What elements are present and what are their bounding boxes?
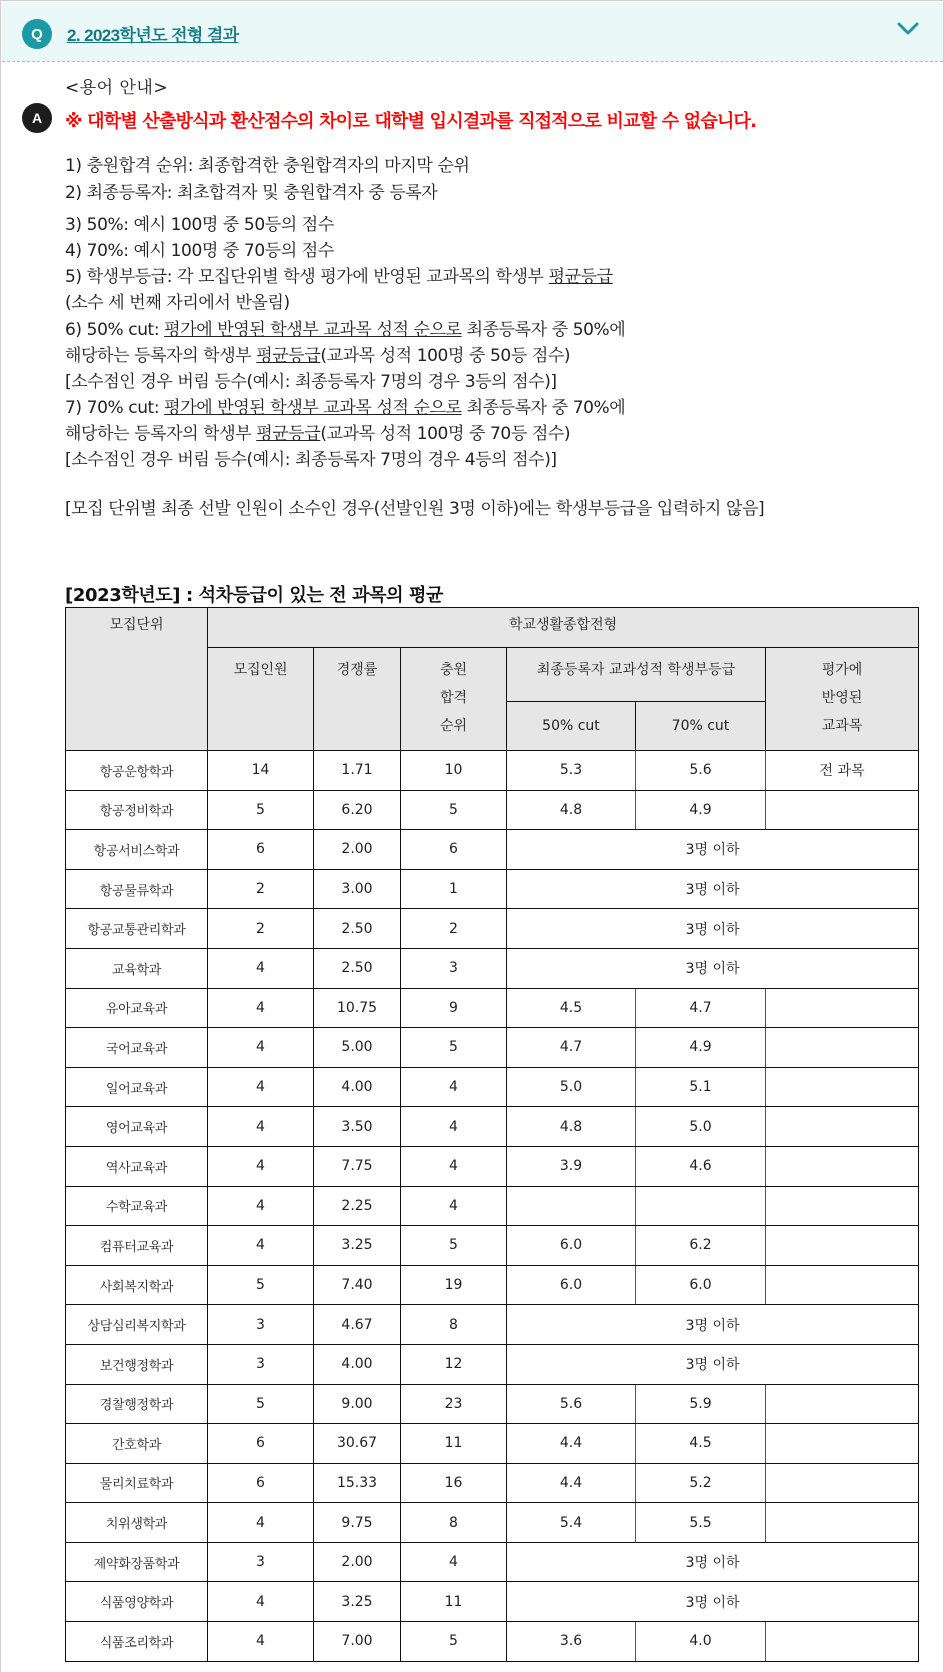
definition-6-line3: [소수점인 경우 버림 등수(예시: 최종등록자 7명의 경우 3등의 점수)] — [65, 372, 557, 392]
cell-quota: 4 — [208, 1622, 314, 1662]
cell-quota: 5 — [208, 1265, 314, 1305]
header-subjects-line2: 반영된 — [821, 690, 863, 706]
cell-waitlist-rank: 11 — [401, 1582, 507, 1622]
table-row — [66, 1028, 919, 1068]
cell-waitlist-rank: 5 — [401, 790, 507, 830]
cell-dept: 사회복지학과 — [66, 1265, 208, 1305]
cell-cut50: 4.7 — [507, 1028, 636, 1068]
definition-7 — [65, 393, 625, 418]
definition-5 — [65, 262, 613, 287]
table-row — [66, 1226, 919, 1266]
header-waitlist-line1: 충원 — [439, 662, 468, 678]
cell-waitlist-rank: 4 — [401, 1186, 507, 1226]
cell-quota: 4 — [208, 1107, 314, 1147]
cell-waitlist-rank: 5 — [401, 1226, 507, 1266]
cell-subjects — [766, 1424, 919, 1464]
cell-cut50 — [507, 1186, 636, 1226]
definition-7-line3: [소수점인 경우 버림 등수(예시: 최종등록자 7명의 경우 4등의 점수)] — [65, 450, 557, 470]
cell-cut70: 5.5 — [636, 1503, 766, 1543]
cell-dept: 항공물류학과 — [66, 869, 208, 909]
header-cut70: 70% cut — [636, 702, 766, 751]
cell-cut50: 5.6 — [507, 1384, 636, 1424]
cell-rate: 7.40 — [314, 1265, 401, 1305]
table-row — [66, 948, 919, 988]
cell-below-three-note: 3명 이하 — [507, 1305, 919, 1345]
definition-7-suffix: 최종등록자 중 70%에 — [461, 398, 626, 418]
cell-below-three-note: 3명 이하 — [507, 948, 919, 988]
table-row — [66, 1107, 919, 1147]
definition-6-suffix: 최종등록자 중 50%에 — [461, 320, 626, 340]
definition-6 — [65, 315, 625, 340]
cell-cut70: 5.0 — [636, 1107, 766, 1147]
cell-dept: 식품영양학과 — [66, 1582, 208, 1622]
header-waitlist-line2: 합격 — [439, 690, 468, 706]
table-row — [66, 909, 919, 949]
definition-7-line2-underlined: 평균등급 — [256, 424, 321, 444]
cell-dept: 상담심리복지학과 — [66, 1305, 208, 1345]
cell-subjects — [766, 1265, 919, 1305]
cell-dept: 영어교육과 — [66, 1107, 208, 1147]
cell-dept: 일어교육과 — [66, 1067, 208, 1107]
question-header[interactable] — [2, 2, 943, 62]
cell-cut70: 5.2 — [636, 1463, 766, 1503]
cell-quota: 5 — [208, 790, 314, 830]
table-row — [66, 988, 919, 1028]
cell-cut50: 4.5 — [507, 988, 636, 1028]
cell-quota: 6 — [208, 830, 314, 870]
cell-cut50: 4.4 — [507, 1424, 636, 1464]
cell-waitlist-rank: 8 — [401, 1305, 507, 1345]
definition-6-line2 — [65, 341, 570, 366]
cell-cut70: 6.0 — [636, 1265, 766, 1305]
cell-rate: 6.20 — [314, 790, 401, 830]
cell-subjects: 전 과목 — [766, 751, 919, 791]
cell-rate: 10.75 — [314, 988, 401, 1028]
definition-6-line2-suffix: (교과목 성적 100명 중 50등 점수) — [320, 346, 571, 366]
cell-rate: 4.00 — [314, 1344, 401, 1384]
table-row — [66, 1344, 919, 1384]
cell-rate: 2.00 — [314, 830, 401, 870]
definition-3: 3) 50%: 예시 100명 중 50등의 점수 — [65, 215, 334, 235]
cell-quota: 4 — [208, 1028, 314, 1068]
cell-subjects — [766, 988, 919, 1028]
table-row — [66, 830, 919, 870]
table-row — [66, 1582, 919, 1622]
header-subjects-line3: 교과목 — [821, 718, 863, 734]
cell-rate: 9.75 — [314, 1503, 401, 1543]
cell-cut70: 5.9 — [636, 1384, 766, 1424]
header-unit: 모집단위 — [66, 608, 208, 751]
cell-dept: 식품조리학과 — [66, 1622, 208, 1662]
cell-waitlist-rank: 19 — [401, 1265, 507, 1305]
cell-waitlist-rank: 6 — [401, 830, 507, 870]
table-row — [66, 1305, 919, 1345]
header-waitlist-rank — [401, 648, 507, 751]
cell-subjects — [766, 1503, 919, 1543]
table-row — [66, 1424, 919, 1464]
cell-quota: 2 — [208, 909, 314, 949]
cell-dept: 교육학과 — [66, 948, 208, 988]
cell-quota: 4 — [208, 988, 314, 1028]
warning-text: ※ 대학별 산출방식과 환산점수의 차이로 대학별 입시결과를 직접적으로 비교할 수 없습니다. — [65, 111, 757, 132]
cell-waitlist-rank: 16 — [401, 1463, 507, 1503]
cell-cut70: 4.9 — [636, 1028, 766, 1068]
selection-note: [모집 단위별 최종 선발 인원이 소수인 경우(선발인원 3명 이하)에는 학생부등급을 입력하지 않음] — [65, 499, 765, 519]
cell-cut70 — [636, 1186, 766, 1226]
definition-2: 2) 최종등록자: 최초합격자 및 충원합격자 중 등록자 — [65, 183, 438, 203]
cell-waitlist-rank: 1 — [401, 869, 507, 909]
cell-dept: 간호학과 — [66, 1424, 208, 1464]
header-group: 학교생활종합전형 — [208, 608, 919, 648]
cell-cut70: 6.2 — [636, 1226, 766, 1266]
definition-7-underlined: 평가에 반영된 학생부 교과목 성적 순으로 — [164, 398, 462, 418]
cell-waitlist-rank: 3 — [401, 948, 507, 988]
cell-below-three-note: 3명 이하 — [507, 1344, 919, 1384]
table-row — [66, 1265, 919, 1305]
definition-6-line2-underlined: 평균등급 — [256, 346, 321, 366]
header-subjects — [766, 648, 919, 751]
table-row — [66, 1542, 919, 1582]
cell-below-three-note: 3명 이하 — [507, 1582, 919, 1622]
cell-subjects — [766, 1028, 919, 1068]
cell-cut50: 5.3 — [507, 751, 636, 791]
cell-subjects — [766, 790, 919, 830]
table-row — [66, 869, 919, 909]
cell-rate: 15.33 — [314, 1463, 401, 1503]
cell-dept: 수학교육과 — [66, 1186, 208, 1226]
cell-subjects — [766, 1186, 919, 1226]
cell-cut50: 4.8 — [507, 1107, 636, 1147]
cell-dept: 국어교육과 — [66, 1028, 208, 1068]
header-cut50: 50% cut — [507, 702, 636, 751]
cell-quota: 4 — [208, 1186, 314, 1226]
cell-rate: 2.25 — [314, 1186, 401, 1226]
definition-5-note: (소수 세 번째 자리에서 반올림) — [65, 293, 290, 313]
definition-7-line2-suffix: (교과목 성적 100명 중 70등 점수) — [320, 424, 571, 444]
admission-results-table — [65, 607, 919, 1662]
header-grade-group: 최종등록자 교과성적 학생부등급 — [507, 648, 766, 702]
cell-cut50: 6.0 — [507, 1226, 636, 1266]
table-row — [66, 751, 919, 791]
cell-dept: 컴퓨터교육과 — [66, 1226, 208, 1266]
table-row — [66, 1622, 919, 1662]
cell-quota: 14 — [208, 751, 314, 791]
cell-cut50: 6.0 — [507, 1265, 636, 1305]
cell-quota: 6 — [208, 1424, 314, 1464]
cell-subjects — [766, 1622, 919, 1662]
cell-dept: 항공교통관리학과 — [66, 909, 208, 949]
cell-subjects — [766, 1146, 919, 1186]
cell-waitlist-rank: 11 — [401, 1424, 507, 1464]
cell-subjects — [766, 1463, 919, 1503]
header-rate: 경쟁률 — [314, 648, 401, 751]
definition-5-underlined: 평균등급 — [548, 267, 613, 287]
cell-cut70: 4.6 — [636, 1146, 766, 1186]
cell-dept: 치위생학과 — [66, 1503, 208, 1543]
cell-dept: 역사교육과 — [66, 1146, 208, 1186]
cell-quota: 4 — [208, 948, 314, 988]
cell-below-three-note: 3명 이하 — [507, 1542, 919, 1582]
cell-subjects — [766, 1107, 919, 1147]
cell-rate: 4.00 — [314, 1067, 401, 1107]
table-row — [66, 1067, 919, 1107]
cell-rate: 2.50 — [314, 909, 401, 949]
cell-waitlist-rank: 4 — [401, 1067, 507, 1107]
definition-7-prefix: 7) 70% cut: — [65, 398, 165, 418]
definition-7-line2-prefix: 해당하는 등록자의 학생부 — [65, 424, 257, 444]
chevron-down-icon[interactable] — [897, 22, 919, 36]
cell-rate: 2.50 — [314, 948, 401, 988]
cell-rate: 5.00 — [314, 1028, 401, 1068]
cell-quota: 4 — [208, 1226, 314, 1266]
cell-waitlist-rank: 2 — [401, 909, 507, 949]
cell-quota: 4 — [208, 1067, 314, 1107]
cell-quota: 2 — [208, 869, 314, 909]
cell-rate: 7.00 — [314, 1622, 401, 1662]
cell-rate: 3.00 — [314, 869, 401, 909]
cell-waitlist-rank: 4 — [401, 1107, 507, 1147]
table-title: [2023학년도] : 석차등급이 있는 전 과목의 평균 — [65, 585, 443, 606]
definition-7-line2 — [65, 419, 570, 444]
definition-1: 1) 충원합격 순위: 최종합격한 충원합격자의 마지막 순위 — [65, 156, 470, 176]
cell-subjects — [766, 1226, 919, 1266]
cell-rate: 3.25 — [314, 1582, 401, 1622]
cell-dept: 보건행정학과 — [66, 1344, 208, 1384]
answer-badge: A — [22, 103, 52, 133]
cell-cut50: 5.4 — [507, 1503, 636, 1543]
table-row — [66, 1463, 919, 1503]
cell-rate: 30.67 — [314, 1424, 401, 1464]
cell-dept: 제약화장품학과 — [66, 1542, 208, 1582]
cell-waitlist-rank: 10 — [401, 751, 507, 791]
cell-waitlist-rank: 4 — [401, 1542, 507, 1582]
cell-quota: 4 — [208, 1503, 314, 1543]
cell-rate: 1.71 — [314, 751, 401, 791]
table-row — [66, 1186, 919, 1226]
table-body — [66, 751, 919, 1662]
question-title-link[interactable]: 2. 2023학년도 전형 결과 — [67, 26, 239, 45]
cell-quota: 4 — [208, 1582, 314, 1622]
cell-rate: 9.00 — [314, 1384, 401, 1424]
cell-below-three-note: 3명 이하 — [507, 830, 919, 870]
cell-quota: 4 — [208, 1146, 314, 1186]
cell-cut70: 4.0 — [636, 1622, 766, 1662]
table-row — [66, 1384, 919, 1424]
cell-quota: 6 — [208, 1463, 314, 1503]
header-waitlist-line3: 순위 — [439, 718, 468, 734]
cell-waitlist-rank: 9 — [401, 988, 507, 1028]
terms-title: <용어 안내> — [65, 78, 169, 98]
cell-cut70: 4.5 — [636, 1424, 766, 1464]
cell-waitlist-rank: 12 — [401, 1344, 507, 1384]
cell-rate: 4.67 — [314, 1305, 401, 1345]
question-badge: Q — [22, 19, 52, 49]
definition-6-prefix: 6) 50% cut: — [65, 320, 165, 340]
cell-cut70: 4.7 — [636, 988, 766, 1028]
cell-dept: 항공정비학과 — [66, 790, 208, 830]
cell-waitlist-rank: 5 — [401, 1028, 507, 1068]
cell-cut70: 5.1 — [636, 1067, 766, 1107]
cell-quota: 3 — [208, 1305, 314, 1345]
cell-quota: 5 — [208, 1384, 314, 1424]
cell-quota: 3 — [208, 1344, 314, 1384]
cell-quota: 3 — [208, 1542, 314, 1582]
cell-waitlist-rank: 8 — [401, 1503, 507, 1543]
cell-subjects — [766, 1067, 919, 1107]
table-row — [66, 790, 919, 830]
cell-waitlist-rank: 4 — [401, 1146, 507, 1186]
cell-dept: 항공운항학과 — [66, 751, 208, 791]
header-quota: 모집인원 — [208, 648, 314, 751]
cell-waitlist-rank: 5 — [401, 1622, 507, 1662]
definition-6-underlined: 평가에 반영된 학생부 교과목 성적 순으로 — [164, 320, 462, 340]
definition-4: 4) 70%: 예시 100명 중 70등의 점수 — [65, 241, 334, 261]
cell-rate: 3.25 — [314, 1226, 401, 1266]
table-row — [66, 1146, 919, 1186]
cell-cut50: 3.9 — [507, 1146, 636, 1186]
cell-rate: 3.50 — [314, 1107, 401, 1147]
cell-cut50: 4.8 — [507, 790, 636, 830]
cell-dept: 물리치료학과 — [66, 1463, 208, 1503]
cell-rate: 2.00 — [314, 1542, 401, 1582]
cell-cut70: 4.9 — [636, 790, 766, 830]
cell-cut70: 5.6 — [636, 751, 766, 791]
definition-6-line2-prefix: 해당하는 등록자의 학생부 — [65, 346, 257, 366]
cell-cut50: 5.0 — [507, 1067, 636, 1107]
definition-5-text: 5) 학생부등급: 각 모집단위별 학생 평가에 반영된 교과목의 학생부 — [65, 267, 549, 287]
cell-cut50: 4.4 — [507, 1463, 636, 1503]
cell-below-three-note: 3명 이하 — [507, 909, 919, 949]
cell-dept: 항공서비스학과 — [66, 830, 208, 870]
table-row — [66, 1503, 919, 1543]
cell-rate: 7.75 — [314, 1146, 401, 1186]
cell-below-three-note: 3명 이하 — [507, 869, 919, 909]
cell-waitlist-rank: 23 — [401, 1384, 507, 1424]
cell-dept: 유아교육과 — [66, 988, 208, 1028]
cell-cut50: 3.6 — [507, 1622, 636, 1662]
cell-dept: 경찰행정학과 — [66, 1384, 208, 1424]
header-subjects-line1: 평가에 — [821, 662, 863, 678]
cell-subjects — [766, 1384, 919, 1424]
